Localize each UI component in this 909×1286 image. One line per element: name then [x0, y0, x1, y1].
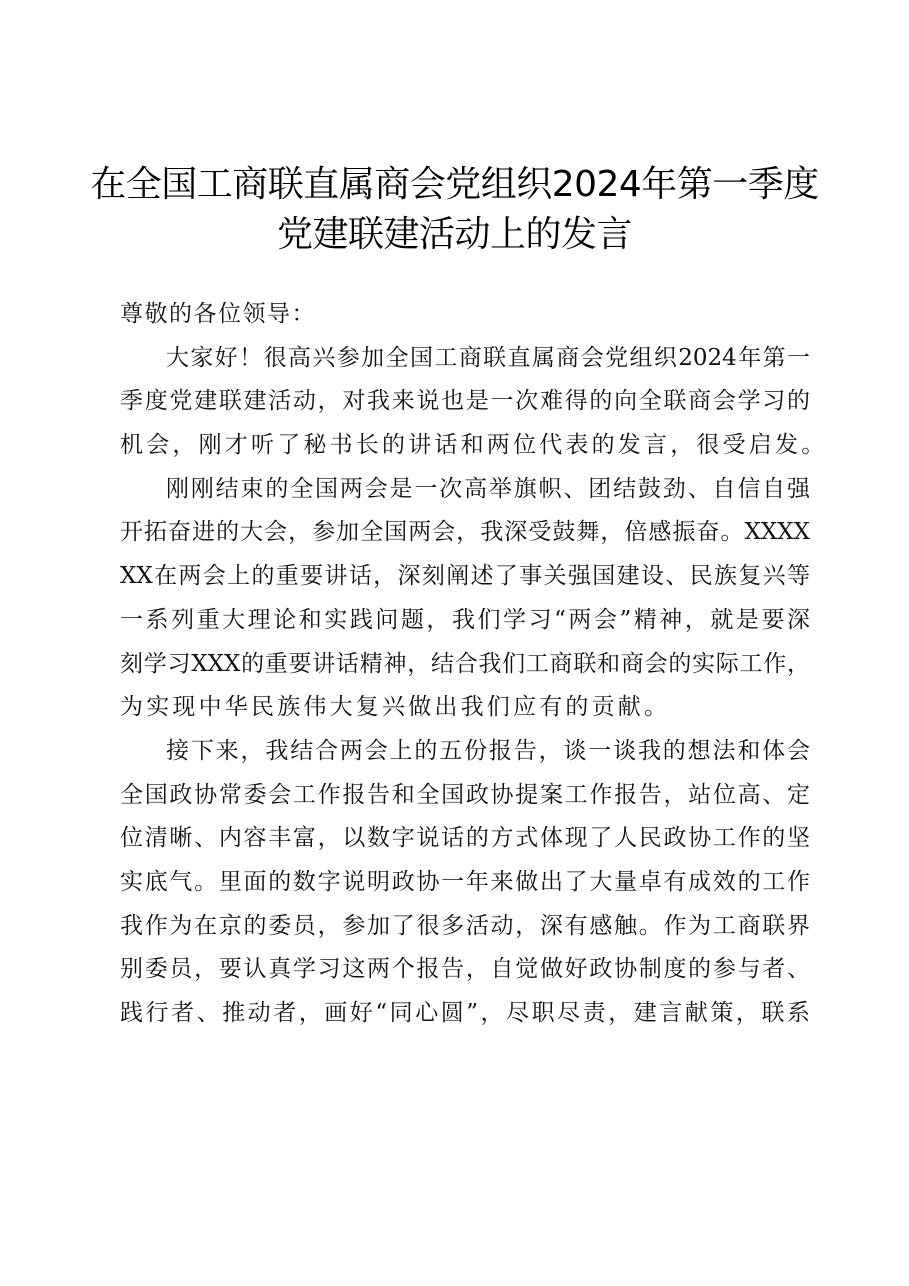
paragraph-line: 刻学习XXX的重要讲话精神，结合我们工商联和商会的实际工作， [120, 650, 810, 677]
salutation: 尊敬的各位领导： [120, 301, 316, 327]
paragraph-line: 位清晰、内容丰富，以数字说话的方式体现了人民政协工作的坚 [120, 825, 810, 852]
paragraph-line: 我作为在京的委员，参加了很多活动，深有感触。作为工商联界 [120, 912, 810, 939]
title-line-1: 在全国工商联直属商会党组织2024年第一季度 [90, 164, 819, 205]
paragraph-line: 刚刚结束的全国两会是一次高举旗帜、团结鼓劲、自信自强 [166, 475, 810, 502]
paragraph-line: 实底气。里面的数字说明政协一年来做出了大量卓有成效的工作 [120, 868, 810, 895]
paragraph-line: XX在两会上的重要讲话，深刻阐述了事关强国建设、民族复兴等 [120, 563, 810, 590]
paragraph-reports [120, 730, 810, 1036]
paragraph-two-sessions [120, 468, 810, 730]
paragraph-line: 接下来，我结合两会上的五份报告，谈一谈我的想法和体会 [166, 737, 810, 764]
title-line-2: 党建联建活动上的发言 [276, 214, 632, 255]
paragraph-line: 季度党建联建活动，对我来说也是一次难得的向全联商会学习的 [120, 388, 810, 415]
paragraph-line: 践行者、推动者，画好“同心圆”，尽职尽责，建言献策，联系 [120, 1000, 810, 1026]
paragraph-line: 大家好！很高兴参加全国工商联直属商会党组织2024年第一 [166, 344, 810, 371]
paragraph-line: 别委员，要认真学习这两个报告，自觉做好政协制度的参与者、 [120, 956, 810, 983]
paragraph-greeting [120, 337, 828, 468]
paragraph-line: 机会，刚才听了秘书长的讲话和两位代表的发言，很受启发。 [120, 432, 828, 459]
paragraph-line: 开拓奋进的大会，参加全国两会，我深受鼓舞，倍感振奋。XXXX [120, 519, 810, 546]
paragraph-line: 一系列重大理论和实践问题，我们学习“两会”精神，就是要深 [120, 606, 810, 633]
document-title [0, 160, 909, 260]
paragraph-line: 为实现中华民族伟大复兴做出我们应有的贡献。 [120, 694, 671, 721]
document-body [120, 293, 828, 1036]
paragraph-line: 全国政协常委会工作报告和全国政协提案工作报告，站位高、定 [120, 781, 810, 808]
